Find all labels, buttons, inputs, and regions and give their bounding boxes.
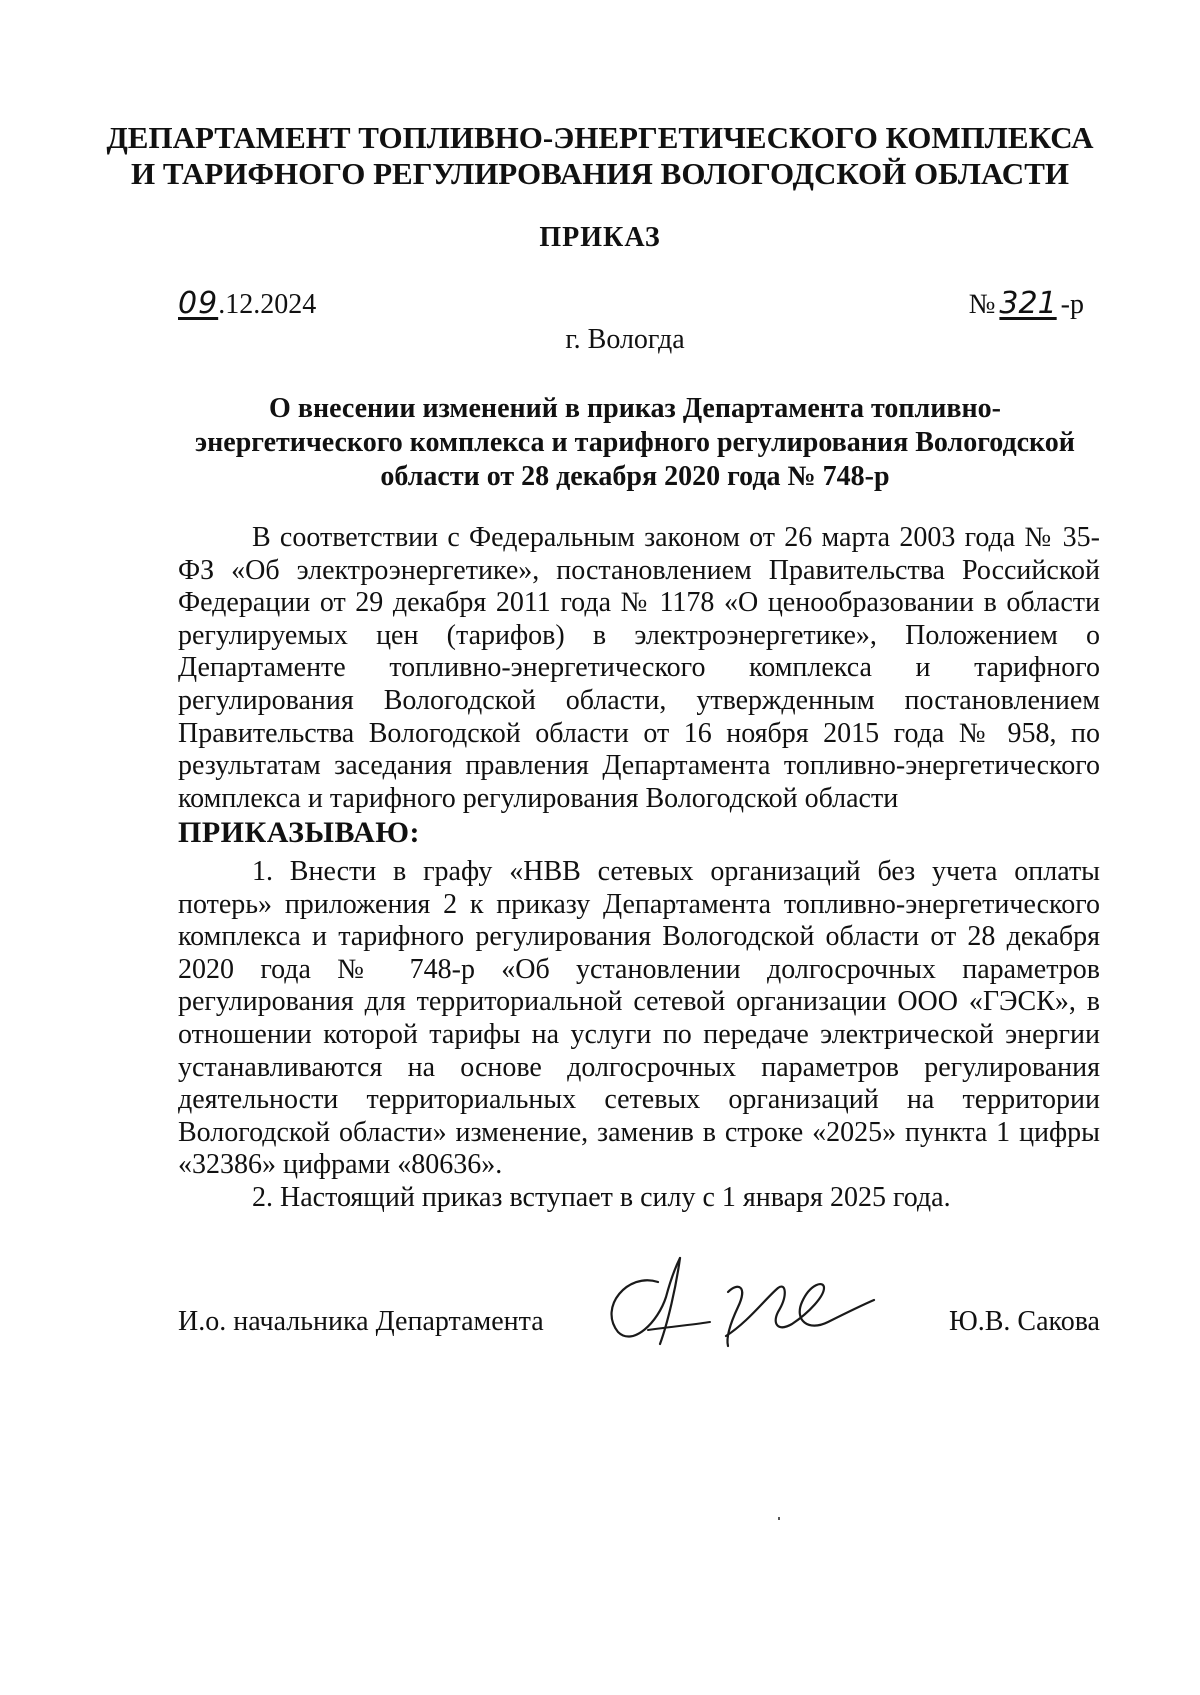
- preamble-paragraph: В соответствии с Федеральным законом от 26 марта 2003 года № 35-ФЗ «Об электроэнергетике», постановлением Правительства Российской Федерации от 29 декабря 2011 года № 1178 «О ценообразовании в области регулируемых цен (тарифов) в электроэнергетике», Положением о Департаменте топливно-энергетического комплекса и тарифного регулирования Вологодской области, утвержденным постановлением Правительства Вологодской области от 16 ноября 2015 года № 958, по результатам заседания правления Департамента топливно-энергетического комплекса и тарифного регулирования Вологодской области: [178, 522, 1100, 814]
- document-body: [178, 522, 1100, 1214]
- order-keyword: ПРИКАЗЫВАЮ:: [178, 816, 421, 850]
- department-header-line-1: ДЕПАРТАМЕНТ ТОПЛИВНО-ЭНЕРГЕТИЧЕСКОГО КОМПЛЕКСА: [106, 120, 1094, 155]
- signatory-name: Ю.В. Сакова: [948, 1306, 1100, 1337]
- document-city: г. Вологда: [565, 324, 685, 355]
- date-day-handwritten: 09: [178, 286, 219, 321]
- order-item-1: 1. Внести в графу «НВВ сетевых организаций без учета оплаты потерь» приложения 2 к приказу Департамента топливно-энергетического комплекса и тарифного регулирования Вологодской области от 28 декабря 2020 года № 748-р «Об установлении долгосрочных параметров регулирования для территориальной сетевой организации ООО «ГЭСК», в отношении которой тарифы на услуги по передаче электрической энергии устанавливаются на основе долгосрочных параметров регулирования деятельности территориальных сетевых организаций на территории Вологодской области» изменение, заменив в строке «2025» пункта 1 цифры «32386» цифрами «80636».: [178, 855, 1100, 1181]
- document-type-title: ПРИКАЗ: [539, 222, 661, 253]
- department-header: [0, 120, 1200, 192]
- handwritten-signature: [588, 1252, 878, 1362]
- number-suffix: -р: [1060, 289, 1084, 320]
- department-header-line-2: И ТАРИФНОГО РЕГУЛИРОВАНИЯ ВОЛОГОДСКОЙ ОБЛАСТИ: [131, 156, 1069, 191]
- number-sign: №: [968, 289, 996, 320]
- document-date: [178, 286, 316, 321]
- order-item-2: 2. Настоящий приказ вступает в силу с 1 января 2025 года.: [252, 1181, 951, 1213]
- date-month-year: .12.2024: [218, 289, 317, 320]
- scan-speck: [778, 1517, 780, 1520]
- number-handwritten: 321: [999, 286, 1057, 321]
- document-subject: О внесении изменений в приказ Департамента топливно-энергетического комплекса и тарифного регулирования Вологодской области от 28 декабря 2020 года № 748-р: [195, 393, 1075, 492]
- signature-block: [178, 1292, 1100, 1372]
- signatory-role: И.о. начальника Департамента: [178, 1306, 544, 1337]
- document-number: [969, 286, 1084, 321]
